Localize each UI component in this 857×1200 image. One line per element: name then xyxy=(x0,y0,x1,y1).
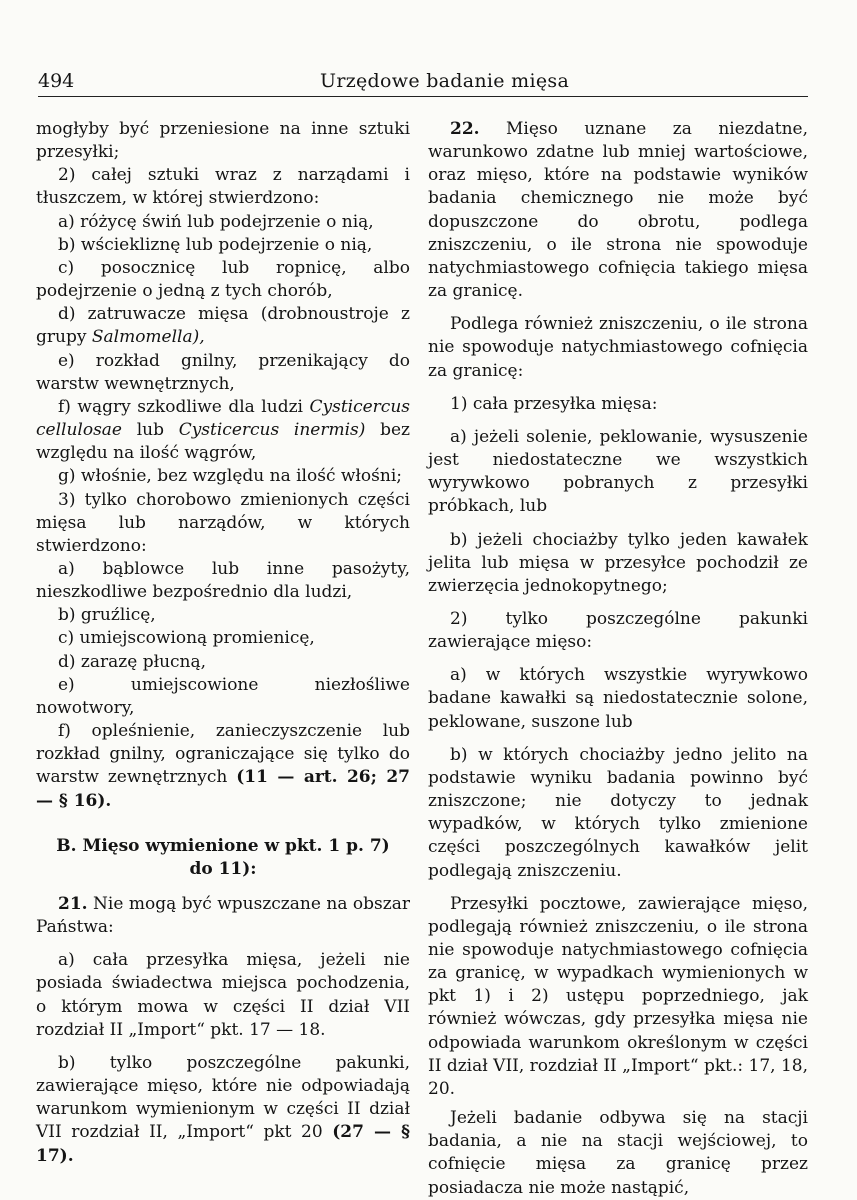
list-item-2f-text-3: bez względu na ilość wągrów, xyxy=(36,420,410,464)
section-21-item-a: a) cała przesyłka mięsa, jeżeli nie posiada świadectwa miejsca pochodzenia, o którym mowa w części II dział VII rozdział II „Import“ pkt. 17 — 18. xyxy=(36,950,410,1040)
running-title: Urzędowe badanie mięsa xyxy=(320,70,570,92)
paragraph-inspection-station: Jeżeli badanie odbywa się na stacji badania, a nie na stacji wejściowej, to cofnięcie mięsa za granicę przez posiadacza nie może nastąpić, xyxy=(428,1108,808,1198)
list-item-3c: c) umiejscowioną promienicę, xyxy=(58,628,315,649)
list-item-2f-latin-2: Cysticercus inermis) xyxy=(178,420,366,441)
legal-reference-2: (27 — § 17). xyxy=(36,1122,410,1166)
section-21 xyxy=(36,893,410,939)
page-number: 494 xyxy=(38,70,75,92)
page-header xyxy=(38,66,808,97)
list-item-2: 2) całej sztuki wraz z narządami i tłuszczem, w której stwierdzono: xyxy=(36,165,410,209)
list-item-2a: a) różycę świń lub podejrzenie o nią, xyxy=(58,211,374,232)
list-item-3f xyxy=(36,720,410,813)
right-column xyxy=(428,118,808,1200)
list-item-2a-right: a) w których wszystkie wyrywkowo badane kawałki są niedostatecznie solone, peklowane, suszone lub xyxy=(428,665,808,732)
section-21-text: Nie mogą być wpuszczane na obszar Państwa: xyxy=(36,894,410,938)
list-item-2f-text-2: lub xyxy=(122,420,179,441)
list-item-1b: b) jeżeli chociażby tylko jeden kawałek jelita lub mięsa w przesyłce pochodził ze zwierzęcia jednokopytnego; xyxy=(428,529,808,596)
section-22-number: 22. xyxy=(450,119,480,139)
list-item-2b: b) wściekliznę lub podejrzenie o nią, xyxy=(58,234,373,255)
section-21-item-b-text: b) tylko poszczególne pakunki, zawierające mięso, które nie odpowiadają warunkom wymienionym w części II dział VII rozdział II, „Import“ pkt 20 xyxy=(36,1052,410,1143)
list-item-2d-latin: Salmomella), xyxy=(91,327,205,348)
list-item-2g: g) włośnie, bez względu na ilość włośni; xyxy=(58,466,403,487)
section-21-item-b xyxy=(36,1052,410,1168)
list-item-3a: a) bąblowce lub inne pasożyty, nieszkodliwe bezpośrednio dla ludzi, xyxy=(36,558,410,603)
list-item-2-right: 2) tylko poszczególne pakunki zawierające mięso: xyxy=(428,608,808,653)
list-item-3b: b) gruźlicę, xyxy=(58,605,156,626)
section-21-number: 21. xyxy=(58,894,88,914)
section-22-text: Mięso uznane za niezdatne, warunkowo zdatne lub mniej wartościowe, oraz mięso, które na podstawie wyników badania chemicznego nie może być dopuszczone do obrotu, podlega zniszczeniu, o ile strona nie spowoduje natychmiastowego cofnięcia takiego mięsa za granicę. xyxy=(428,119,808,302)
list-item-2f-latin-1: Cysticercus cellulosae xyxy=(36,396,410,441)
list-item-2d xyxy=(36,303,410,349)
list-item-3e: e) umiejscowione niezłośliwe nowotwory, xyxy=(36,674,410,718)
paragraph-continuation: mogłyby być przeniesione na inne sztuki przesyłki; xyxy=(36,119,410,163)
paragraph-also-destroyed: Podlega również zniszczeniu, o ile strona nie spowoduje natychmiastowego cofnięcia za granicę: xyxy=(428,314,808,381)
list-item-3d: d) zarazę płucną, xyxy=(58,651,207,672)
list-item-2e: e) rozkład gnilny, przenikający do warstw wewnętrznych, xyxy=(36,350,410,394)
list-item-2b-right: b) w których chociażby jedno jelito na podstawie wyniku badania powinno być zniszczone; nie dotyczy to jednak wypadków, w których tylko zmienione części poszczególnych kawałków jelit podlegają zniszczeniu. xyxy=(428,744,808,881)
section-heading: B. Mięso wymienione w pkt. 1 p. 7) do 11): xyxy=(56,835,390,879)
list-item-3f-text: f) opleśnienie, zanieczyszczenie lub rozkład gnilny, ograniczające się tylko do warstw zewnętrznych xyxy=(36,721,410,788)
list-item-3: 3) tylko chorobowo zmienionych części mięsa lub narządów, w których stwierdzono: xyxy=(36,489,410,556)
list-item-2f-text-1: f) wągry szkodliwe dla ludzi xyxy=(58,396,310,417)
list-item-2c: c) posocznicę lub ropnicę, albo podejrzenie o jedną z tych chorób, xyxy=(36,257,410,302)
list-item-2d-text: d) zatruwacze mięsa (drobnoustroje z grupy xyxy=(36,304,410,348)
legal-reference: (11 — art. 26; 27 — § 16). xyxy=(36,767,410,811)
list-item-1: 1) cała przesyłka mięsa: xyxy=(450,393,658,414)
paragraph-postal: Przesyłki pocztowe, zawierające mięso, podlegają również zniszczeniu, o ile strona nie spowoduje natychmiastowego cofnięcia za granicę, w wypadkach wymienionych w pkt 1) i 2) ustępu poprzedniego, jak również wówczas, gdy przesyłka mięsa nie odpowiada warunkom określonym w części II dział VII, rozdział II „Import“ pkt.: 17, 18, 20. xyxy=(428,893,808,1099)
section-22 xyxy=(428,118,808,303)
left-column xyxy=(36,118,410,1168)
list-item-1a: a) jeżeli solenie, peklowanie, wysuszenie jest niedostateczne we wszystkich wyrywkowo pobranych z przesyłki próbkach, lub xyxy=(428,426,808,517)
list-item-2f xyxy=(36,396,410,465)
